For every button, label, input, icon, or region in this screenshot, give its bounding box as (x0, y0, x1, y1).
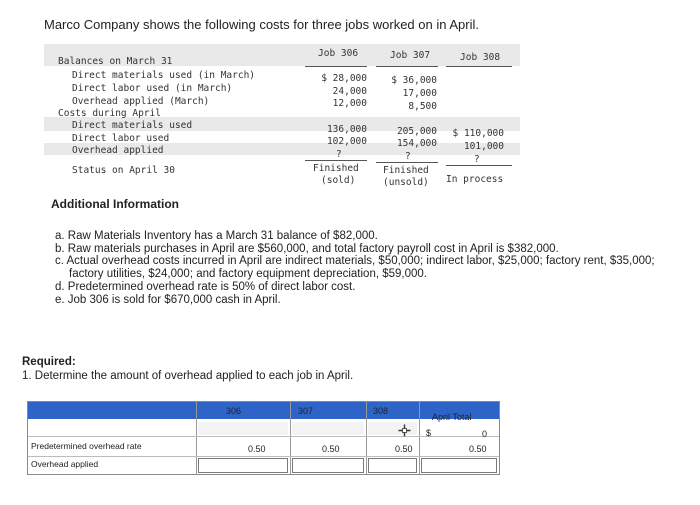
rate-306: 0.50 (248, 444, 266, 454)
divider-1 (196, 402, 197, 474)
job308-dm-april: $ 110,000 (452, 128, 504, 139)
job306-dm-march: $ 28,000 (321, 73, 367, 84)
required-question-1: 1. Determine the amount of overhead applied to each job in April. (22, 370, 354, 382)
rate-307: 0.50 (322, 444, 340, 454)
row-dl-april: Direct labor used (72, 133, 170, 144)
header-cell-label (28, 402, 196, 419)
header-rule-306 (305, 66, 367, 67)
job307-oh-march: 8,500 (408, 101, 437, 112)
col-308-label: 308 (373, 406, 389, 416)
job307-dl-march: 17,000 (402, 88, 437, 99)
required-title: Required: (22, 356, 76, 368)
info-c-line1: c. Actual overhead costs incurred in April are indirect materials, $50,000; indirect labor, $25,000; factory rent, $35,000; (55, 255, 655, 267)
total-rate: 0.50 (469, 444, 487, 454)
job-306-header: Job 306 (318, 48, 359, 59)
total-dollar-sign: $ (426, 428, 432, 438)
applied-input-307[interactable] (292, 458, 364, 473)
move-cursor-icon (398, 424, 411, 437)
job306-status-2: (sold) (321, 175, 356, 186)
col-307-label: 307 (298, 406, 314, 416)
job307-status-1: Finished (383, 165, 429, 176)
job-308-header: Job 308 (460, 52, 501, 63)
info-d: d. Predetermined overhead rate is 50% of direct labor cost. (55, 281, 356, 293)
job307-dm-march: $ 36,000 (391, 75, 437, 86)
job306-dl-march: 24,000 (332, 86, 367, 97)
row-dm-march: Direct materials used (in March) (72, 70, 256, 81)
dl-input-307[interactable] (292, 422, 364, 435)
row-dl-march: Direct labor used (in March) (72, 83, 233, 94)
row-oh-april: Overhead applied (72, 145, 164, 156)
job306-dm-april: 136,000 (326, 124, 367, 135)
applied-input-total[interactable] (421, 458, 497, 473)
row-status: Status on April 30 (72, 165, 175, 176)
header-rule-307 (376, 66, 438, 67)
rate-308: 0.50 (395, 444, 413, 454)
row-costs-april: Costs during April (58, 108, 161, 119)
job307-dl-april: 154,000 (396, 138, 437, 149)
row-dm-april: Direct materials used (72, 120, 193, 131)
job-307-header: Job 307 (390, 50, 431, 61)
col-306-label: 306 (226, 406, 242, 416)
row-label-applied: Overhead applied (31, 459, 99, 469)
applied-input-306[interactable] (198, 458, 288, 473)
total-top-value: 0 (482, 429, 488, 439)
job308-status: In process (446, 174, 504, 185)
dl-input-306[interactable] (198, 422, 288, 435)
problem-intro: Marco Company shows the following costs for three jobs worked on in April. (44, 17, 479, 32)
col-total-label: April Total (432, 412, 472, 422)
rule-308 (446, 165, 512, 166)
row-balances: Balances on March 31 (58, 56, 173, 67)
job308-oh-april: ? (474, 154, 480, 165)
additional-info-title: Additional Information (51, 197, 179, 211)
divider-3 (366, 402, 367, 474)
rule-307 (376, 162, 438, 163)
answer-table (27, 401, 500, 475)
row-label-rate: Predetermined overhead rate (31, 441, 142, 451)
header-rule-308 (446, 66, 512, 67)
job306-status-1: Finished (313, 163, 359, 174)
header-cell-306 (197, 402, 290, 419)
job307-oh-april: ? (405, 151, 411, 162)
info-a: a. Raw Materials Inventory has a March 31 balance of $82,000. (55, 230, 378, 242)
info-c-line2: factory utilities, $24,000; and factory equipment depreciation, $59,000. (69, 268, 428, 280)
applied-input-308[interactable] (368, 458, 417, 473)
info-e: e. Job 306 is sold for $670,000 cash in April. (55, 294, 281, 306)
divider-2 (290, 402, 291, 474)
row-oh-march: Overhead applied (March) (72, 96, 210, 107)
job306-dl-april: 102,000 (326, 136, 367, 147)
job306-oh-march: 12,000 (332, 98, 367, 109)
job306-oh-april: ? (336, 149, 342, 160)
job307-status-2: (unsold) (383, 177, 429, 188)
job308-dl-april: 101,000 (463, 141, 504, 152)
rule-306 (305, 160, 367, 161)
job307-dm-april: 205,000 (396, 126, 437, 137)
info-b: b. Raw materials purchases in April are $560,000, and total factory payroll cost in April is $382,000. (55, 243, 559, 255)
row-divider-2 (28, 456, 499, 457)
divider-4 (419, 402, 420, 474)
